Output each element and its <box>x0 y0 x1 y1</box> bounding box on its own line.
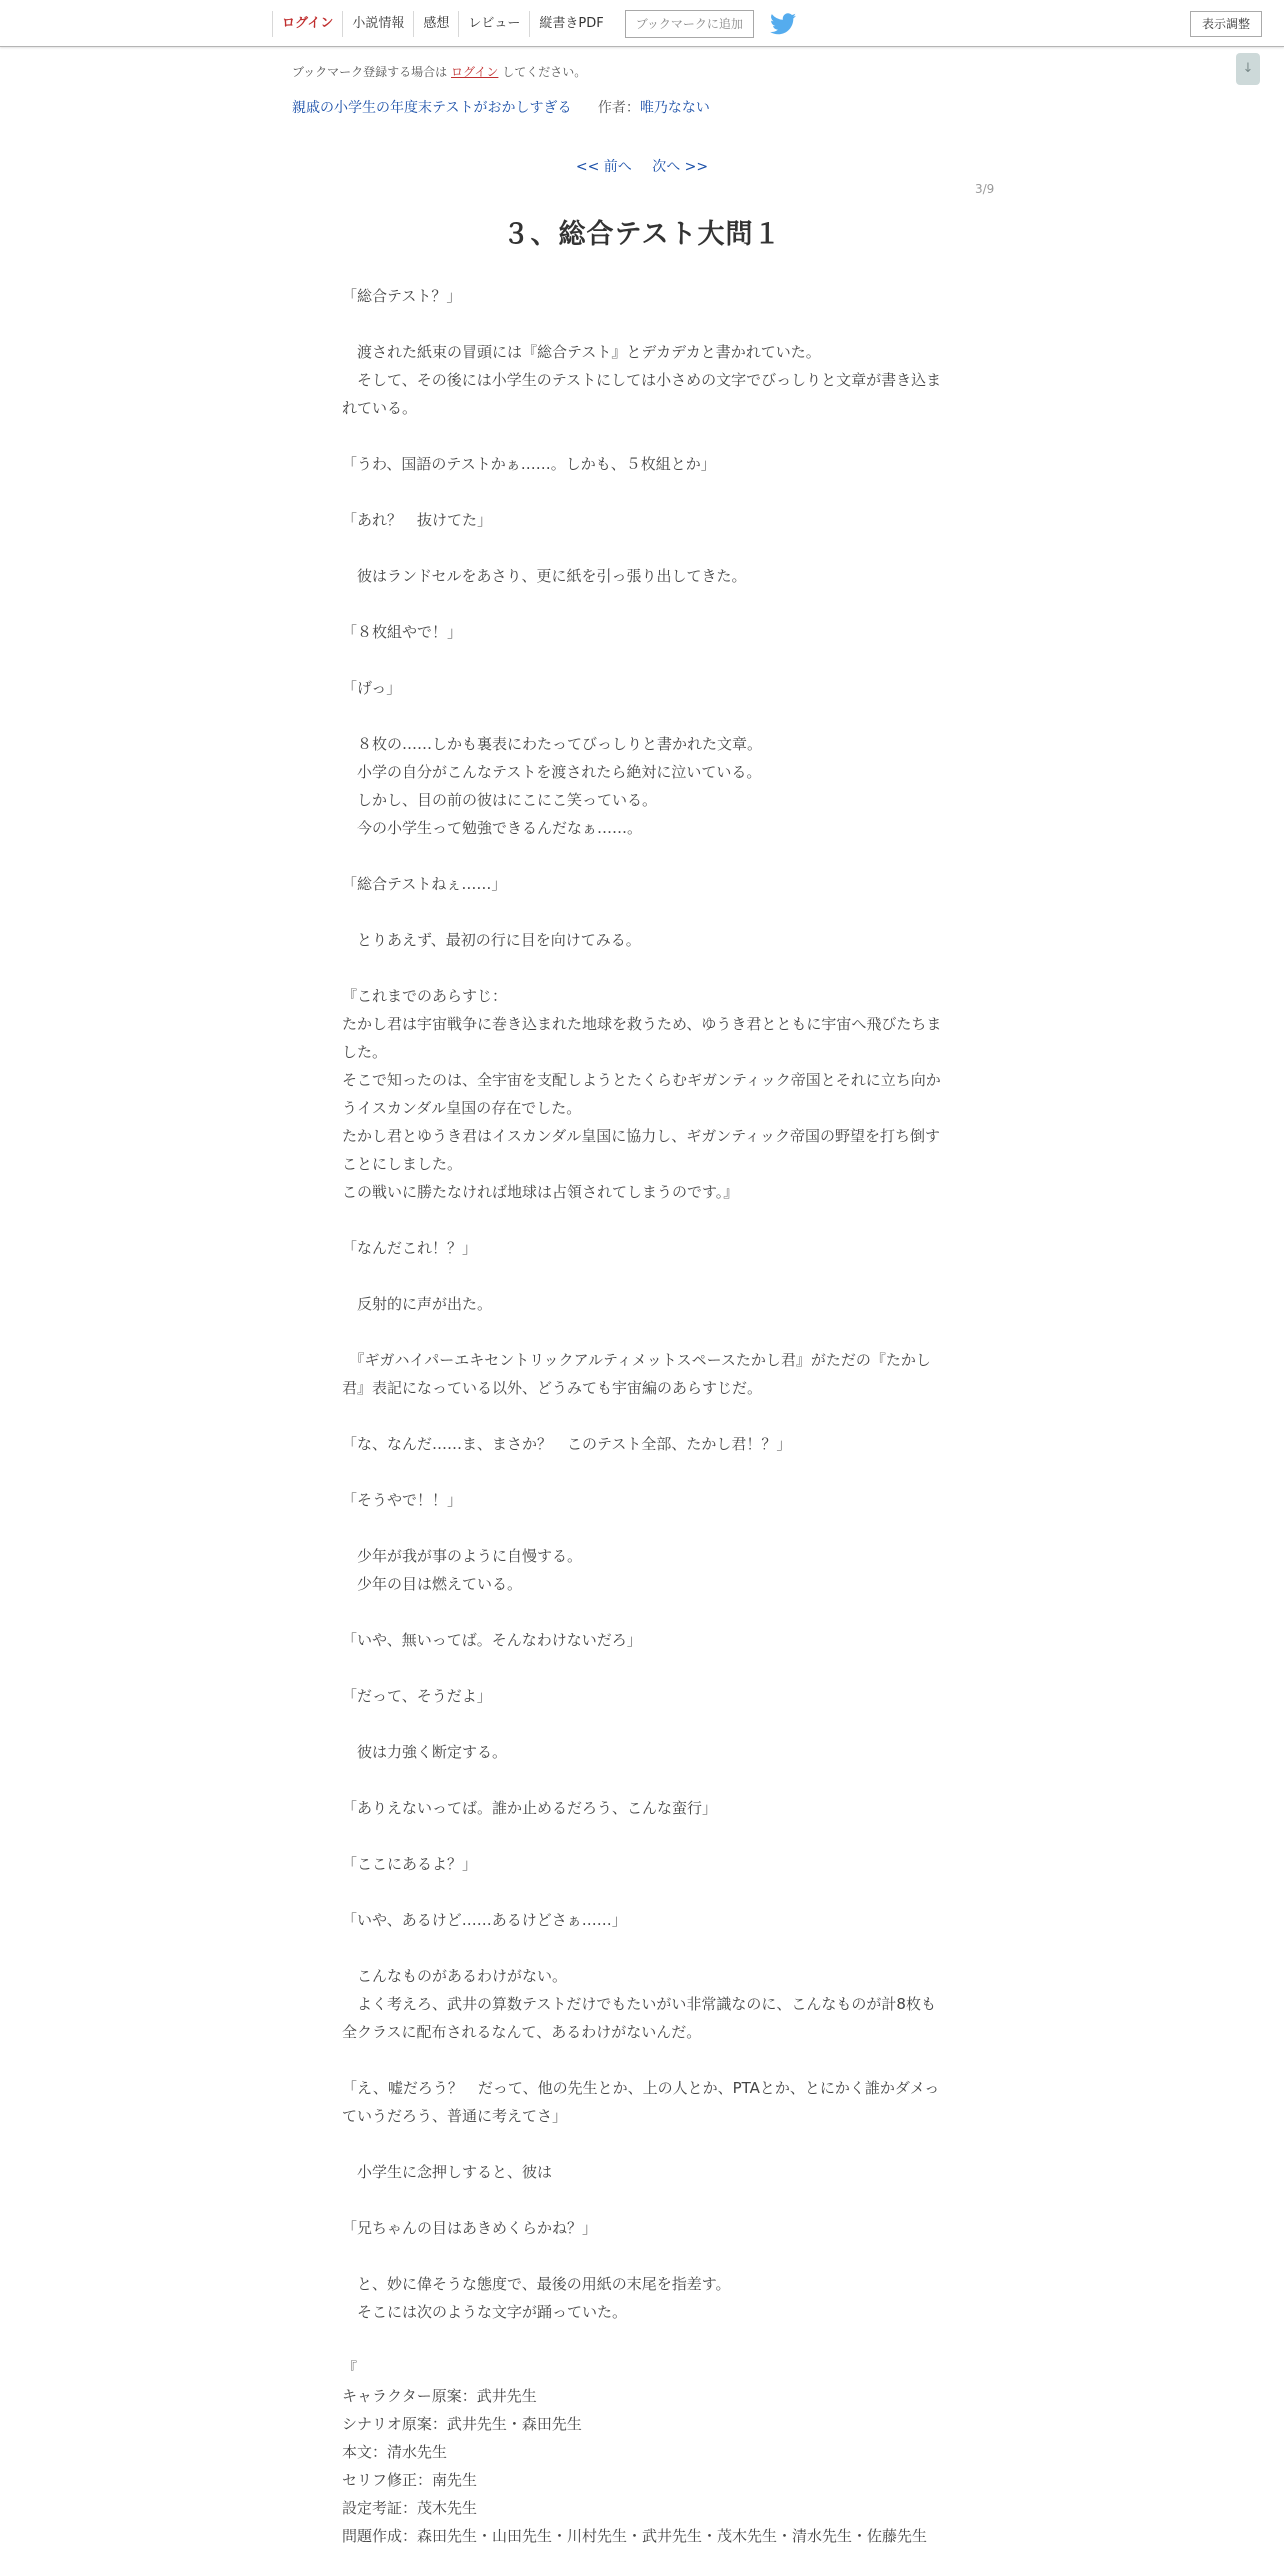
body-paragraph: 反射的に声が出た。 <box>342 1295 493 1313</box>
body-paragraph <box>342 2046 942 2074</box>
body-paragraph: この戦いに勝たなければ地球は占領されてしまうのです。』 <box>342 1183 739 1201</box>
body-paragraph: 小学生に念押しすると、彼は <box>342 2163 553 2181</box>
author-link[interactable]: 唯乃なない <box>639 100 710 116</box>
bookmark-notice-pre: ブックマーク登録する場合は <box>292 65 448 79</box>
body-paragraph <box>342 2130 942 2158</box>
nav-vertical-pdf[interactable]: 縦書きPDF <box>529 11 612 37</box>
body-paragraph <box>342 842 942 870</box>
body-paragraph <box>342 1654 942 1682</box>
body-paragraph: 「ここにあるよ？」 <box>342 1855 478 1873</box>
body-paragraph: そこで知ったのは、全宇宙を支配しようとたくらむギガンティック帝国とそれに立ち向かうイスカンダル皇国の存在でした。 <box>342 1071 941 1117</box>
body-paragraph: 「総合テスト？」 <box>342 287 462 305</box>
body-paragraph: 今の小学生って勉強できるんだなぁ……。 <box>342 819 643 837</box>
body-paragraph: 「うわ、国語のテストかぁ……。しかも、５枚組とか」 <box>342 455 716 473</box>
bookmark-login-link[interactable]: ログイン <box>451 65 499 79</box>
body-paragraph <box>342 1402 942 1430</box>
body-paragraph: しかし、目の前の彼はにこにこ笑っている。 <box>342 791 658 809</box>
body-paragraph <box>342 534 942 562</box>
body-paragraph: と、妙に偉そうな態度で、最後の用紙の末尾を指差す。 <box>342 2275 731 2293</box>
body-paragraph: 「げっ」 <box>342 679 402 697</box>
chapter-pager <box>0 156 1284 176</box>
body-paragraph: ８枚の……しかも裏表にわたってびっしりと書かれた文章。 <box>342 735 763 753</box>
body-paragraph: 本文：清水先生 <box>342 2443 448 2461</box>
body-paragraph: とりあえず、最初の行に目を向けてみる。 <box>342 931 641 949</box>
body-paragraph: たかし君は宇宙戦争に巻き込まれた地球を救うため、ゆうき君とともに宇宙へ飛びたちました。 <box>342 1015 942 1061</box>
body-paragraph: 「え、嘘だろう？ だって、他の先生とか、上の人とか、PTAとか、とにかく誰かダメっていうだろう、普通に考えてさ」 <box>342 2079 940 2125</box>
body-paragraph: 渡された紙束の冒頭には『総合テスト』とデカデカと書かれていた。 <box>342 343 821 361</box>
top-nav-bar <box>0 0 1284 47</box>
body-paragraph: 少年の目は燃えている。 <box>342 1575 523 1593</box>
body-paragraph: 問題作成：森田先生・山田先生・川村先生・武井先生・茂木先生・清水先生・佐藤先生 <box>342 2527 928 2545</box>
body-paragraph <box>342 1458 942 1486</box>
body-paragraph <box>342 1934 942 1962</box>
body-paragraph <box>342 1514 942 1542</box>
body-paragraph: 「そうやで！！」 <box>342 1491 463 1509</box>
body-paragraph: そこには次のような文字が踊っていた。 <box>342 2303 628 2321</box>
body-paragraph <box>342 590 942 618</box>
series-title-link[interactable]: 親戚の小学生の年度末テストがおかしすぎる <box>292 100 572 116</box>
body-paragraph: 『 <box>342 2359 358 2377</box>
body-paragraph <box>342 1822 942 1850</box>
body-paragraph: シナリオ原案：武井先生・森田先生 <box>342 2415 582 2433</box>
nav-novel-info[interactable]: 小説情報 <box>342 11 413 37</box>
prev-chapter-link[interactable]: << 前へ <box>575 159 632 175</box>
body-paragraph <box>342 1318 942 1346</box>
body-paragraph <box>342 1878 942 1906</box>
body-paragraph: よく考えろ、武井の算数テストだけでもたいがい非常識なのに、こんなものが計8枚も全クラスに配布されるなんて、あるわけがないんだ。 <box>342 1995 936 2041</box>
body-paragraph <box>342 2242 942 2270</box>
body-paragraph: セリフ修正：南先生 <box>342 2471 478 2489</box>
body-paragraph: 「いや、あるけど……あるけどさぁ……」 <box>342 1911 627 1929</box>
body-paragraph <box>342 1710 942 1738</box>
body-paragraph: キャラクター原案：武井先生 <box>342 2387 537 2405</box>
twitter-icon[interactable] <box>770 13 796 35</box>
nav-review[interactable]: レビュー <box>458 11 529 37</box>
bookmark-notice <box>292 63 586 80</box>
body-paragraph: 「８枚組やで！」 <box>342 623 463 641</box>
body-paragraph: 小学の自分がこんなテストを渡されたら絶対に泣いている。 <box>342 763 762 781</box>
nav-login[interactable]: ログイン <box>272 11 342 37</box>
author-label: 作者： <box>597 100 640 116</box>
body-paragraph <box>342 2186 942 2214</box>
body-paragraph: たかし君とゆうき君はイスカンダル皇国に協力し、ギガンティック帝国の野望を打ち倒すことにしました。 <box>342 1127 941 1173</box>
body-paragraph: 「だって、そうだよ」 <box>342 1687 492 1705</box>
body-paragraph: 彼はランドセルをあさり、更に紙を引っ張り出してきた。 <box>342 567 747 585</box>
body-paragraph <box>342 2326 942 2354</box>
chapter-title: ３、総合テスト大問１ <box>502 219 782 250</box>
body-paragraph: 『ギガハイパーエキセントリックアルティメットスペースたかし君』がただの『たかし君』表記になっている以外、どうみても宇宙編のあらすじだ。 <box>342 1351 931 1397</box>
body-paragraph <box>342 310 942 338</box>
scroll-down-icon[interactable]: ↓ <box>1236 53 1260 85</box>
body-paragraph: 「兄ちゃんの目はあきめくらかね？」 <box>342 2219 598 2237</box>
series-header <box>292 97 710 117</box>
body-paragraph: 「ありえないってば。誰か止めるだろう、こんな蛮行」 <box>342 1799 718 1817</box>
body-paragraph: 「総合テストねぇ……」 <box>342 875 507 893</box>
body-paragraph <box>342 478 942 506</box>
body-paragraph: こんなものがあるわけがない。 <box>342 1967 568 1985</box>
novel-body <box>342 282 942 2550</box>
display-settings-button[interactable]: 表示調整 <box>1190 11 1262 37</box>
body-paragraph: 『これまでのあらすじ： <box>342 987 508 1005</box>
nav-impressions[interactable]: 感想 <box>413 11 458 37</box>
body-paragraph <box>342 422 942 450</box>
main-nav <box>272 10 796 38</box>
body-paragraph <box>342 702 942 730</box>
body-paragraph: 設定考証：茂木先生 <box>342 2499 478 2517</box>
body-paragraph <box>342 1206 942 1234</box>
body-paragraph: 「なんだこれ！？」 <box>342 1239 478 1257</box>
body-paragraph: 「な、なんだ……ま、まさか？ このテスト全部、たかし君！？」 <box>342 1435 792 1453</box>
body-paragraph: 「あれ？ 抜けてた」 <box>342 511 493 529</box>
body-paragraph: 彼は力強く断定する。 <box>342 1743 508 1761</box>
next-chapter-link[interactable]: 次へ >> <box>652 159 709 175</box>
bookmark-notice-post: してください。 <box>502 65 587 79</box>
add-bookmark-button[interactable]: ブックマークに追加 <box>625 10 754 38</box>
body-paragraph <box>342 646 942 674</box>
body-paragraph: そして、その後には小学生のテストにしては小さめの文字でびっしりと文章が書き込まれている。 <box>342 371 942 417</box>
body-paragraph <box>342 954 942 982</box>
body-paragraph: 少年が我が事のように自慢する。 <box>342 1547 583 1565</box>
body-paragraph <box>342 1598 942 1626</box>
body-paragraph <box>342 1262 942 1290</box>
body-paragraph: 「いや、無いってば。そんなわけないだろ」 <box>342 1631 642 1649</box>
page-number: 3/9 <box>975 182 995 196</box>
body-paragraph <box>342 1766 942 1794</box>
body-paragraph <box>342 898 942 926</box>
